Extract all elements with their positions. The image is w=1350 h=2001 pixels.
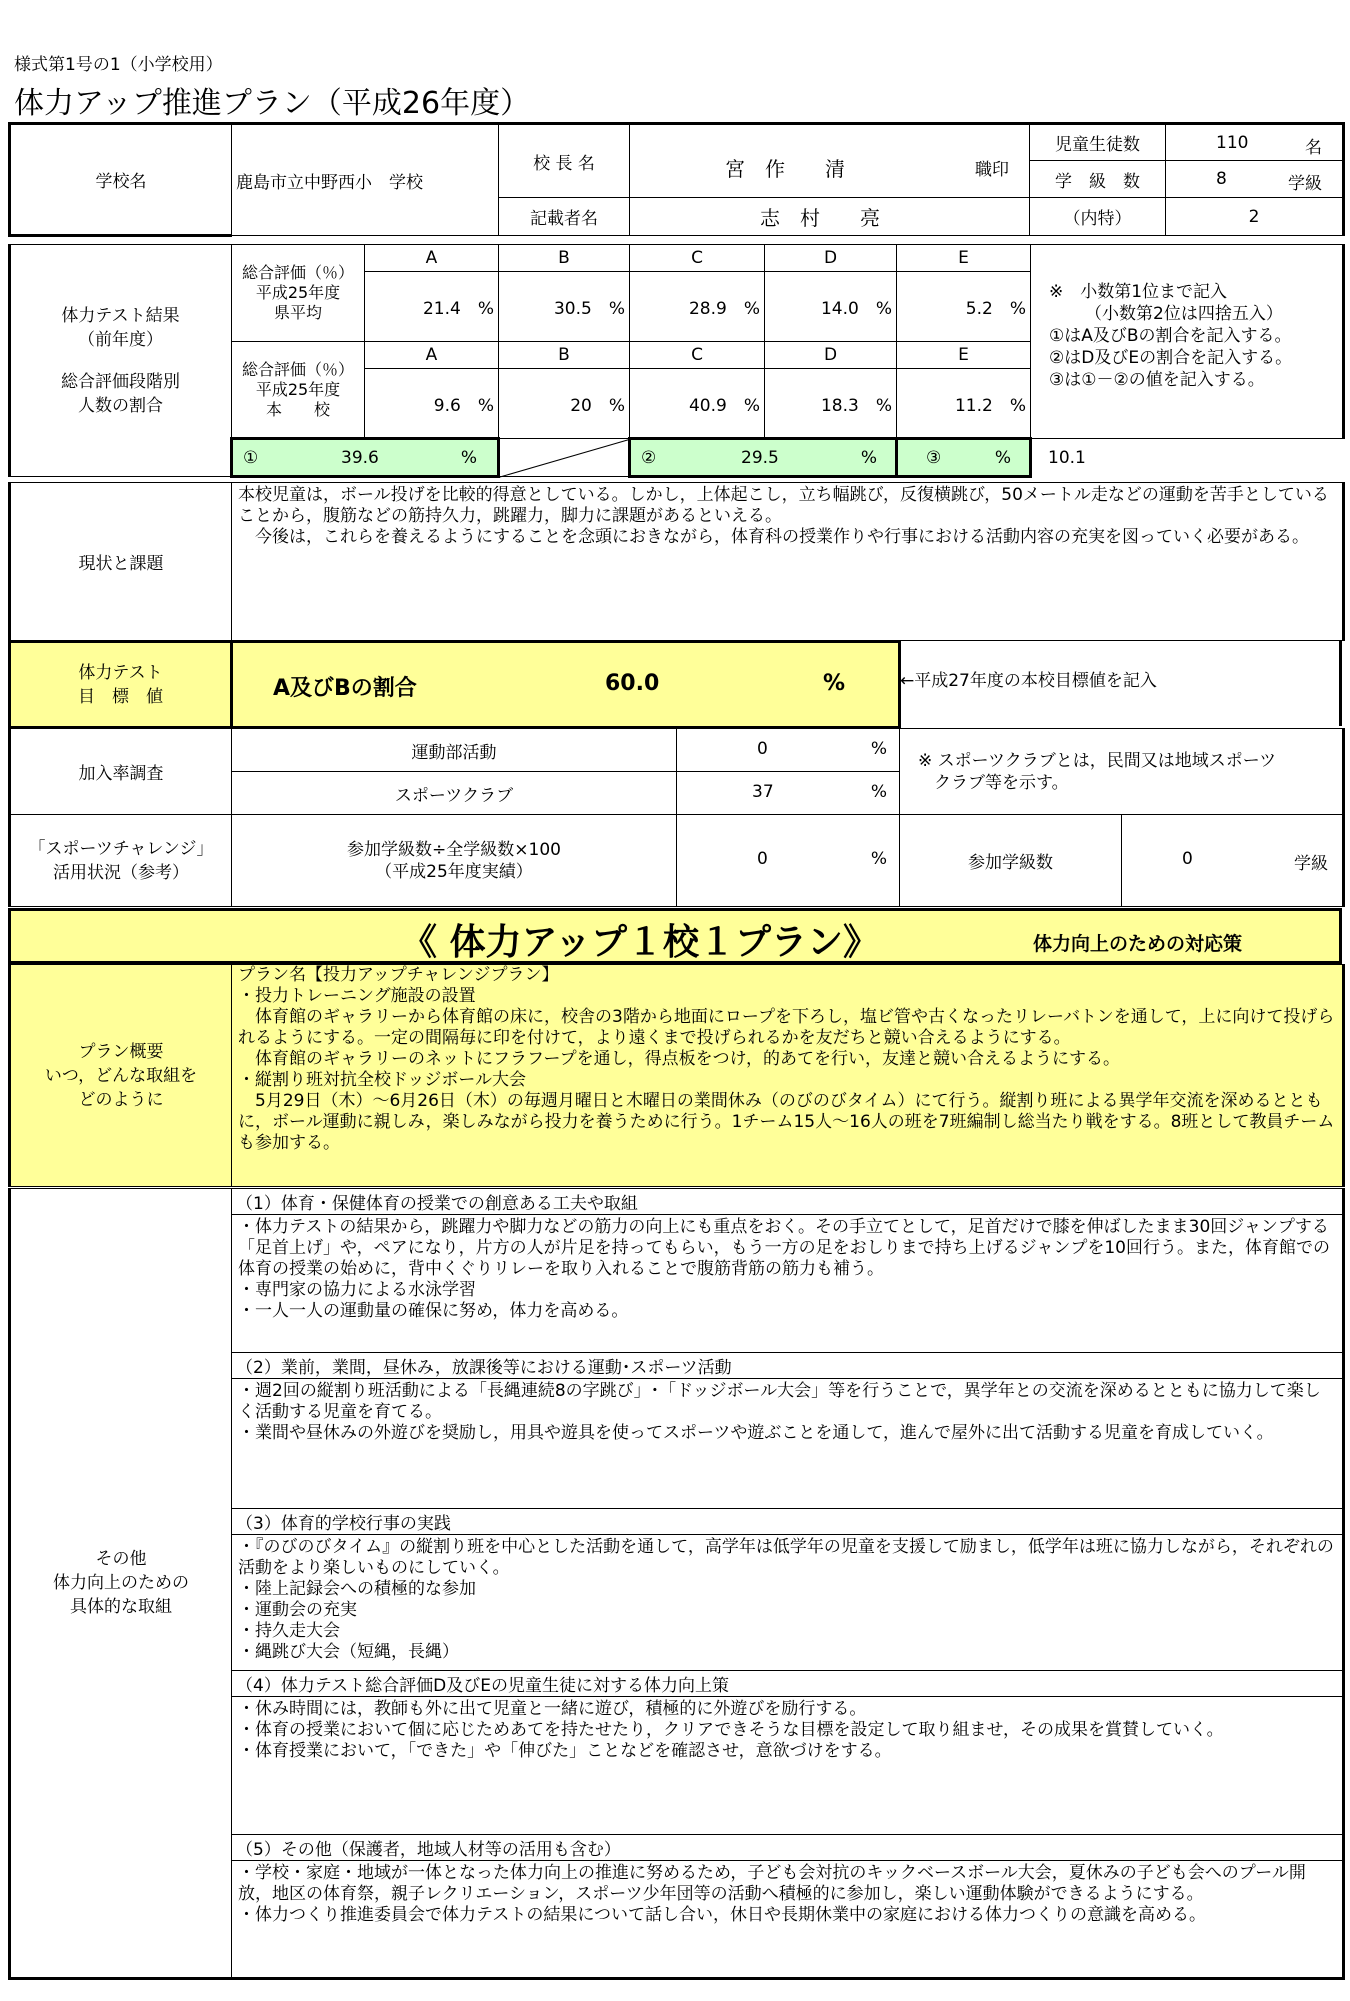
form-label: 様式第1号の1（小学校用） <box>14 55 223 75</box>
page-title: 体力アップ推進プラン（平成26年度） <box>14 86 531 121</box>
section-heading: （5）その他（保護者，地域人材等の活用も含む） <box>232 1835 1344 1861</box>
fitness-label-3: 総合評価段階別 <box>61 371 180 392</box>
section-text: ・体力テストの結果から，跳躍力や脚力などの筋力の向上にも重点をおく。その手立てとして，足首だけで膝を伸ばしたまま30回ジャンプする「足首上げ」や，ペアになり，片方の人が片足を持ってもらい，もう一方の足をおしりまで持ち上げるジャンプを10回行う。また，体育館での体育の授業の始めに，背中くぐりリレーを取り入れることで腹筋背筋の筋力も補う。 ・専門家の協力による水泳学習 ・一人一人の運動量の確保に努め，体力を高める。 <box>232 1215 1344 1353</box>
section-heading: （1）体育・保健体育の授業での創意ある工夫や取組 <box>232 1189 1344 1215</box>
school-label: 学校名 <box>10 124 232 236</box>
challenge-count-cell <box>1122 815 1344 907</box>
challenge-unit: % <box>870 849 887 869</box>
plan-label-2: いつ，どんな取組を <box>44 1065 198 1086</box>
sum-diagonal-cell <box>499 439 630 477</box>
sports-label: スポーツクラブ <box>232 772 677 815</box>
challenge-value: 0 <box>757 849 768 869</box>
sum3-value: 10.1 <box>1048 448 1086 468</box>
plan-text: プラン名【投力アップチャレンジプラン】 ・投力トレーニング施設の設置 体育館のギャラリーから体育館の床に，校舎の3階から地面にロープを下ろし，塩ビ管や古くなったリレーバトンを通して，上に向けて投げられるようにする。一定の間隔毎に印を付けて，より遠くまで投げられるかを友だちと競い合えるようにする。 体育館のギャラリーのネットにフラフープを通し，得点板をつけ，的あてを行い，友達と競い合えるようにする。 ・縦割り班対抗全校ドッジボール大会 5月29日（木）～6月26日（木）の毎週月曜日と木曜日の業間休み（のびのびタイム）にて行う。縦割り班による異学年交流を深めるとともに，ボール運動に親しみ，楽しみながら投力を養うために行う。1チーム15人～16人の班を7班編制し総当たり戦をする。8班として教員チームも参加する。 <box>232 965 1344 1187</box>
section-text: ・『のびのびタイム』の縦割り班を中心とした活動を通して，高学年は低学年の児童を支援して励まし，低学年は班に協力しながら，それぞれの活動をより楽しいものにしていく。 ・陸上記録会への積極的な参加 ・運動会の充実 ・持久走大会 ・縄跳び大会（短縄，長縄） <box>232 1535 1344 1671</box>
banner-title: 《 体力アップ１校１プラン》 <box>401 922 880 963</box>
challenge-label <box>10 815 232 907</box>
pref-value-a: 21.4 % <box>365 272 499 342</box>
fitness-row-label <box>10 245 232 477</box>
school-value-d: 18.3 % <box>765 369 897 439</box>
sum3-cell <box>897 439 1086 477</box>
challenge-table <box>8 814 1345 907</box>
banner-subtitle: 体力向上のための対応策 <box>1033 933 1243 955</box>
school-name: 鹿島市立中野西小 学校 <box>232 124 499 236</box>
section-heading: （4）体力テスト総合評価D及びEの児童生徒に対する体力向上策 <box>232 1671 1344 1697</box>
sports-value: 37 <box>752 782 774 802</box>
current-text: 本校児童は，ボール投げを比較的得意としている。しかし，上体起こし，立ち幅跳び，反復横跳び，50メートル走などの運動を苦手としていることから，腹筋などの筋持久力，跳躍力，脚力に課題があるといえる。 今後は，これらを養えるようにすることを念頭におきながら，体育科の授業作りや行事における活動内容の充実を図っていく必要がある。 <box>232 483 1344 641</box>
writer-name: 志 村 亮 <box>630 198 1030 236</box>
fitness-label-2: （前年度） <box>78 329 163 350</box>
other-label-3: 具体的な取組 <box>70 1597 172 1617</box>
challenge-count-label: 参加学級数 <box>900 815 1122 907</box>
target-value: 60.0 <box>605 671 660 696</box>
target-table <box>8 640 901 729</box>
fitness-label-4: 人数の割合 <box>78 395 163 416</box>
challenge-count-value: 0 <box>1182 849 1193 869</box>
sum3-unit: % <box>994 448 1011 468</box>
students-unit: 名 <box>1305 138 1322 158</box>
school-value-a: 9.6 % <box>365 369 499 439</box>
club-unit: % <box>870 739 887 759</box>
join-note-1: ※ スポーツクラブとは，民間又は地域スポーツ <box>918 750 1277 771</box>
principal-label: 校 長 名 <box>499 124 630 198</box>
challenge-calc <box>232 815 677 907</box>
fitness-notes <box>1031 245 1344 439</box>
pref-label-3: 県平均 <box>273 303 322 322</box>
diagonal-line <box>500 439 631 477</box>
club-value: 0 <box>757 739 768 759</box>
grade-b-header-2: B <box>499 342 630 369</box>
students-value: 110 <box>1216 133 1249 153</box>
grade-e-header-2: E <box>897 342 1031 369</box>
grade-d-header: D <box>765 245 897 272</box>
seal-label: 職印 <box>975 160 1009 180</box>
school-label-3: 本 校 <box>265 399 330 419</box>
join-table <box>8 728 1345 815</box>
school-value-e: 11.2 % <box>897 369 1031 439</box>
target-label-1: 体力テスト <box>78 662 163 683</box>
note-2: （小数第2位は四捨五入） <box>1085 304 1283 324</box>
grade-e-header: E <box>897 245 1031 272</box>
sum1-mark: ① <box>243 448 259 468</box>
pref-value-e: 5.2 % <box>897 272 1031 342</box>
target-label <box>10 642 232 728</box>
sum3-mark: ③ <box>926 448 942 468</box>
other-label-2: 体力向上のための <box>53 1573 189 1593</box>
school-label-2: 平成25年度 <box>255 379 341 399</box>
note-1: ※ 小数第1位まで記入 <box>1049 282 1228 302</box>
special-value: 2 <box>1166 198 1344 236</box>
principal-cell <box>630 124 1030 198</box>
grade-d-header-2: D <box>765 342 897 369</box>
current-table <box>8 482 1345 641</box>
classes-cell <box>1166 161 1344 198</box>
pref-value-d: 14.0 % <box>765 272 897 342</box>
sum1-value: 39.6 <box>341 448 379 468</box>
section-heading: （2）業前，業間，昼休み，放課後等における運動･スポーツ活動 <box>232 1353 1344 1379</box>
banner <box>8 908 1342 964</box>
join-label: 加入率調査 <box>10 729 232 815</box>
target-value-cell <box>232 642 900 728</box>
challenge-calc-2: （平成25年度実績） <box>375 861 533 882</box>
target-unit: % <box>823 671 846 696</box>
plan-label <box>10 965 232 1187</box>
challenge-label-1: 「スポーツチャレンジ」 <box>28 838 214 859</box>
note-3: ①はA及びBの割合を記入する。 <box>1049 326 1292 346</box>
grade-a-header-2: A <box>365 342 499 369</box>
club-label: 運動部活動 <box>232 729 677 772</box>
club-value-cell <box>677 729 900 772</box>
grade-c-header: C <box>630 245 765 272</box>
sum1-cell <box>232 439 499 477</box>
pref-label-2: 平成25年度 <box>255 283 341 302</box>
pref-label <box>232 245 365 342</box>
classes-value: 8 <box>1216 169 1227 189</box>
pref-label-1: 総合評価（％） <box>241 263 354 282</box>
section-text: ・学校・家庭・地域が一体となった体力向上の推進に努めるため，子ども会対抗のキックベースボール大会，夏休みの子ども会へのプール開放，地区の体育祭，親子レクリエーション，スポーツ少年団等の活動へ積極的に参加し，楽しい運動体験ができるようにする。 ・体力つくり推進委員会で体力テストの結果について話し合い，休日や長期休業中の家庭における体力つくりの意識を高める。 <box>232 1861 1344 1979</box>
note-4: ②はD及びEの割合を記入する。 <box>1049 348 1293 368</box>
header-table <box>8 122 1345 237</box>
fitness-table <box>8 244 1345 478</box>
classes-unit: 学級 <box>1288 174 1322 194</box>
grade-a-header: A <box>365 245 499 272</box>
plan-label-1: プラン概要 <box>78 1041 164 1062</box>
students-label: 児童生徒数 <box>1030 124 1166 161</box>
plan-table <box>8 964 1345 1187</box>
school-value-b: 20 % <box>499 369 630 439</box>
note-5: ③は①－②の値を記入する。 <box>1049 370 1265 390</box>
writer-label: 記載者名 <box>499 198 630 236</box>
current-label: 現状と課題 <box>10 483 232 641</box>
sum2-mark: ② <box>641 448 657 468</box>
sports-unit: % <box>870 782 887 802</box>
section-text: ・休み時間には，教師も外に出て児童と一緒に遊び，積極的に外遊びを励行する。 ・体育の授業において個に応じためあてを持たせたり，クリアできそうな目標を設定して取り組ませ，その成果を賞賛していく。 ・体育授業において，「できた」や「伸びた」ことなどを確認させ，意欲づけをする。 <box>232 1697 1344 1835</box>
sum2-value: 29.5 <box>741 448 779 468</box>
section-text: ・週2回の縦割り班活動による「長縄連続8の字跳び」･「ドッジボール大会」等を行うことで，異学年との交流を深めるとともに協力して楽しく活動する児童を育てる。 ・業間や昼休みの外遊びを奨励し，用具や遊具を使ってスポーツや遊ぶことを通して，進んで屋外に出て活動する児童を育成していく。 <box>232 1379 1344 1509</box>
grade-b-header: B <box>499 245 630 272</box>
students-cell <box>1166 124 1344 161</box>
sports-value-cell <box>677 772 900 815</box>
other-table <box>8 1188 1345 1980</box>
school-eval-label <box>232 342 365 439</box>
principal-name: 宮 作 清 <box>725 157 845 181</box>
challenge-calc-1: 参加学級数÷全学級数×100 <box>347 839 561 860</box>
sum1-unit: % <box>460 448 477 468</box>
join-note-2: クラブ等を示す。 <box>934 772 1069 793</box>
classes-label: 学 級 数 <box>1030 161 1166 198</box>
other-label <box>10 1189 232 1979</box>
right-border <box>1339 640 1342 726</box>
grade-c-header-2: C <box>630 342 765 369</box>
target-note: ←平成27年度の本校目標値を記入 <box>900 671 1157 691</box>
target-text: A及びBの割合 <box>273 676 417 701</box>
special-label: （内特） <box>1030 198 1166 236</box>
other-label-1: その他 <box>95 1549 147 1569</box>
target-label-2: 目 標 値 <box>78 686 163 707</box>
section-heading: （3）体育的学校行事の実践 <box>232 1509 1344 1535</box>
school-label-1: 総合評価（％） <box>241 359 354 379</box>
fitness-label-1: 体力テスト結果 <box>61 305 180 326</box>
school-value-c: 40.9 % <box>630 369 765 439</box>
join-note <box>900 729 1344 815</box>
pref-value-b: 30.5 % <box>499 272 630 342</box>
pref-value-c: 28.9 % <box>630 272 765 342</box>
plan-label-3: どのように <box>78 1089 164 1110</box>
challenge-label-2: 活用状況（参考） <box>53 862 189 883</box>
challenge-count-unit: 学級 <box>1294 854 1328 874</box>
challenge-value-cell <box>677 815 900 907</box>
sum2-unit: % <box>860 448 877 468</box>
sum2-cell <box>630 439 897 477</box>
